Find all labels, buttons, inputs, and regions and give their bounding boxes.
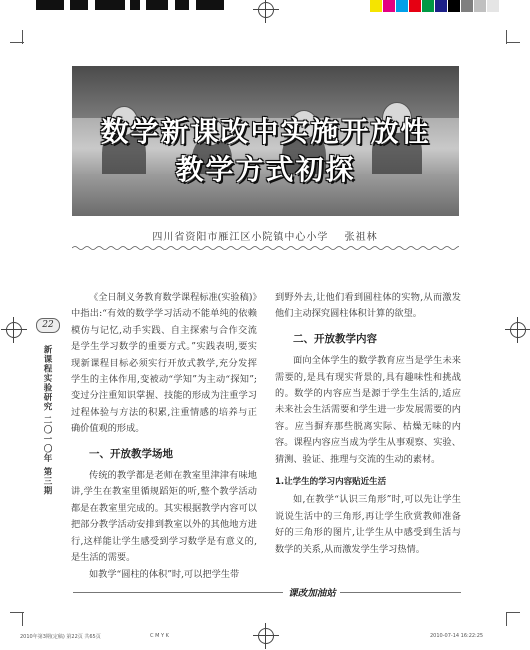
crop-mark bbox=[22, 612, 23, 626]
article-title-line1: 数学新课改中实施开放性 bbox=[100, 115, 431, 148]
paragraph: 《全日制义务教育数学课程标准(实验稿)》中指出:“有效的数学学习活动不能单纯的依赖模仿与记忆,动手实践、自主探索与合作交流是学生学习数学的重要方式。”实践表明,要实现新课程目标必须实行开放式教学,充分发挥学生的主体作用,变被动“学知”为主动“探知”;变过分注重知识掌握、技能的形成为注重学习过程体验与方法的积累,注重情感的培养与正确价值观的形成。 bbox=[71, 292, 257, 435]
color-swatch bbox=[383, 0, 395, 12]
paragraph: 如,在教学“认识三角形”时,可以先让学生说说生活中的三角形,再让学生欣赏教师准备好的三角形的图片,让学生从中感受到生活与数学的关系,从而激发学生学习热情。 bbox=[275, 494, 461, 555]
footer-rule bbox=[340, 592, 461, 593]
print-mark-bar bbox=[70, 0, 88, 10]
print-mark-bar bbox=[196, 0, 224, 10]
color-swatch bbox=[474, 0, 486, 12]
paragraph: 到野外去,让他们看到圆柱体的实物,从而激发他们主动探究圆柱体积计算的欲望。 bbox=[275, 292, 461, 320]
page-number: 22 bbox=[36, 318, 60, 333]
crop-mark bbox=[506, 612, 507, 626]
text-column-right bbox=[275, 290, 461, 558]
print-mark-bar bbox=[95, 0, 125, 10]
print-slug-left: 2010年第3期(定稿) 第22页 共65页 bbox=[20, 634, 101, 640]
registration-mark bbox=[510, 322, 526, 338]
section-heading: 二、开放教学内容 bbox=[293, 332, 377, 345]
color-swatch bbox=[487, 0, 499, 12]
article-title-line2: 教学方式初探 bbox=[175, 153, 356, 186]
crop-mark bbox=[506, 612, 520, 613]
print-mark-bar bbox=[36, 0, 64, 10]
footer-rule bbox=[73, 592, 283, 593]
crop-mark bbox=[506, 42, 520, 43]
color-swatch bbox=[396, 0, 408, 12]
paragraph: 如教学“圆柱的体积”时,可以把学生带 bbox=[89, 568, 240, 580]
section-heading: 一、开放教学场地 bbox=[89, 447, 173, 460]
print-mark-bar bbox=[175, 0, 189, 10]
subsection-heading: 1.让学生的学习内容贴近生活 bbox=[275, 477, 387, 488]
registration-mark bbox=[258, 628, 274, 644]
crop-mark bbox=[10, 612, 24, 613]
color-swatch bbox=[461, 0, 473, 12]
print-slug-cmyk: C M Y K bbox=[150, 633, 169, 639]
author-affiliation: 四川省资阳市雁江区小院镇中心小学 bbox=[152, 232, 329, 243]
paragraph: 传统的教学都是老师在教室里津津有味地讲,学生在教室里循规蹈矩的听,整个教学活动都是在教室里完成的。其实根据教学内容可以把部分教学活动安排到教室以外的其他地方进行,这样能让学生感受到学习数学是有意义的,是生活的需要。 bbox=[71, 470, 257, 564]
hero-image bbox=[72, 66, 459, 216]
wavy-divider bbox=[72, 244, 459, 252]
author-name: 张祖林 bbox=[344, 232, 378, 243]
registration-mark bbox=[6, 322, 22, 338]
print-mark-bar bbox=[130, 0, 140, 10]
color-swatch bbox=[422, 0, 434, 12]
journal-name-vertical: 新课程实验研究 二〇一〇年 第三期 bbox=[42, 345, 52, 496]
column-name: 课改加油站 bbox=[288, 588, 336, 599]
text-column-left bbox=[71, 290, 257, 583]
byline bbox=[80, 228, 450, 243]
print-slug-right: 2010-07-14 16:22:25 bbox=[430, 633, 484, 639]
print-mark-bar bbox=[146, 0, 168, 10]
paragraph: 面向全体学生的数学教育应当是学生未来需要的,是具有现实背景的,具有趣味性和挑战的。数学的内容应当是源于学生生活的,适应未来社会生活需要和学生进一步发展需要的内容。应当摒弃那些脱离实际、枯燥无味的内容。课程内容应当成为学生从事观察、实验、猜测、验证、推理与交流的生动的素材。 bbox=[275, 355, 461, 465]
color-swatch bbox=[370, 0, 382, 12]
color-swatch bbox=[409, 0, 421, 12]
color-swatch bbox=[448, 0, 460, 12]
crop-mark bbox=[10, 42, 24, 43]
registration-mark bbox=[258, 2, 274, 18]
color-swatch bbox=[435, 0, 447, 12]
